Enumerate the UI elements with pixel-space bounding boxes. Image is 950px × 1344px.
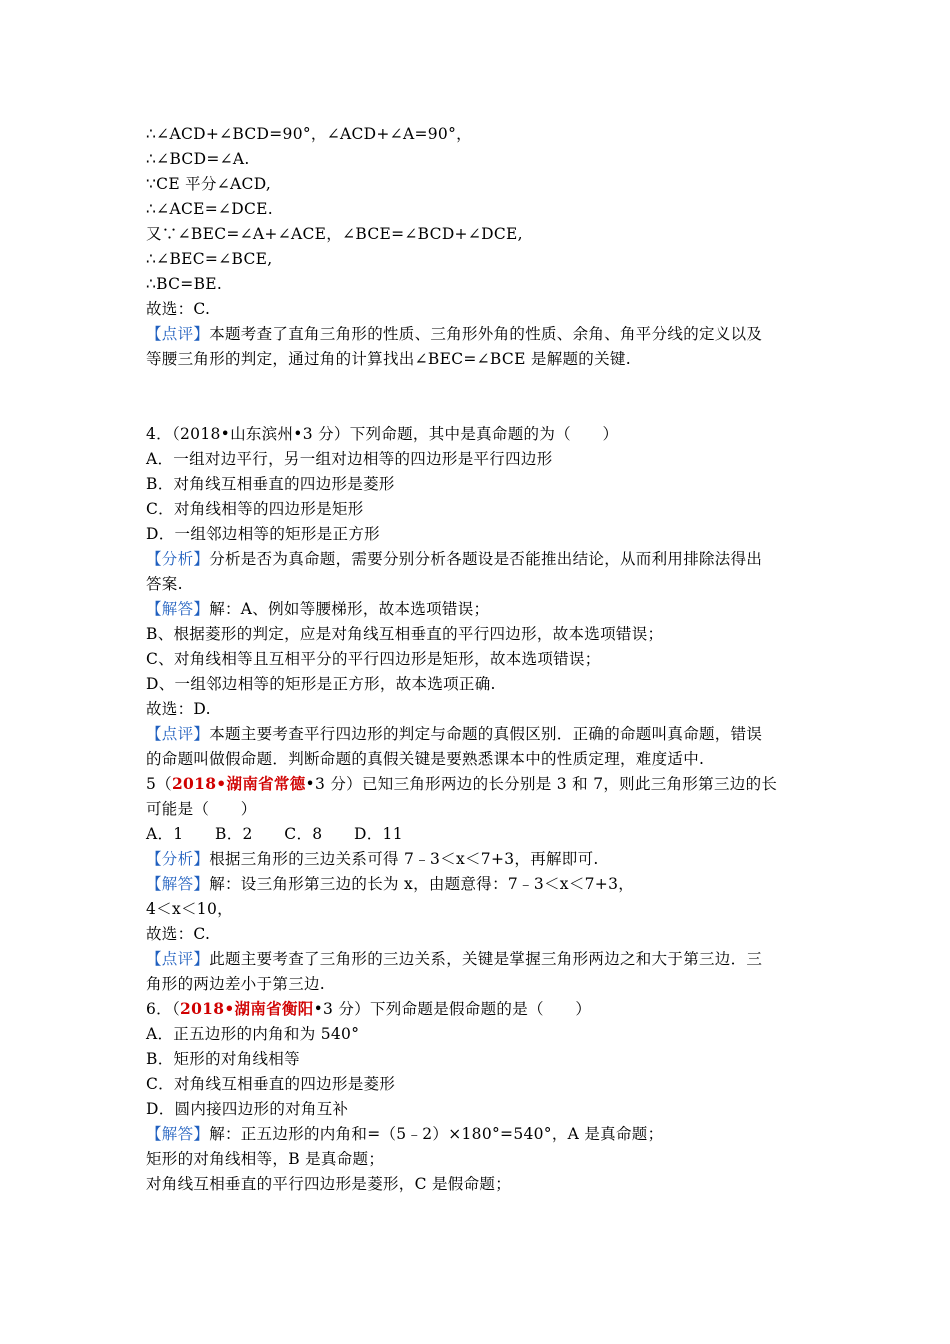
answer-line: 【解答】解：A、例如等腰梯形，故本选项错误； [146,600,490,618]
answer-tag: 【解答】 [146,875,210,893]
text-line: 故选：C. [146,925,211,943]
analysis-line: 【分析】根据三角形的三边关系可得 7﹣3＜x＜7+3，再解即可. [146,850,599,868]
question-title: 6．（2018•湖南省衡阳•3 分）下列命题是假命题的是（ ） [146,999,592,1018]
text-line: 又∵∠BEC=∠A+∠ACE，∠BCE=∠BCD+∠DCE, [146,225,523,243]
option-d: D．一组邻边相等的矩形是正方形 [146,525,380,543]
text-line: ∴BC=BE. [146,275,223,293]
text-line: 答案. [146,575,183,593]
text-line: ∵CE 平分∠ACD, [146,175,272,193]
question-title: 5（2018•湖南省常德•3 分）已知三角形两边的长分别是 3 和 7，则此三角形第三边的长 [146,774,778,793]
option-c: C．对角线互相垂直的四边形是菱形 [146,1075,396,1093]
text-line: ∴∠ACE=∠DCE. [146,200,274,218]
comment-tag: 【点评】 [146,325,210,343]
option-c: C．对角线相等的四边形是矩形 [146,500,364,518]
text-line: C、对角线相等且互相平分的平行四边形是矩形，故本选项错误； [146,650,601,668]
option-d: D．圆内接四边形的对角互补 [146,1100,349,1118]
text-line: 角形的两边差小于第三边. [146,975,326,993]
source-highlight: 2018•湖南省常德 [171,774,306,793]
question-title: 4．（2018•山东滨州•3 分）下列命题，其中是真命题的为（ ） [146,425,619,443]
comment-line: 【点评】本题考查了直角三角形的性质、三角形外角的性质、余角、角平分线的定义以及 [146,325,763,343]
option-b: B．对角线互相垂直的四边形是菱形 [146,475,395,493]
analysis-line: 【分析】分析是否为真命题，需要分别分析各题设是否能推出结论，从而利用排除法得出 [146,550,763,568]
answer-tag: 【解答】 [146,1125,210,1143]
analysis-tag: 【分析】 [146,550,210,568]
answer-line: 【解答】解：正五边形的内角和=（5﹣2）×180°=540°，A 是真命题； [146,1125,664,1143]
options-line: A．1 B．2 C．8 D．11 [146,825,403,843]
source-highlight: 2018•湖南省衡阳 [180,999,314,1018]
text-line: 故选：C. [146,300,211,318]
text-line: 的命题叫做假命题．判断命题的真假关键是要熟悉课本中的性质定理，难度适中. [146,750,705,768]
text-line: B、根据菱形的判定，应是对角线互相垂直的平行四边形，故本选项错误； [146,625,664,643]
option-a: A．正五边形的内角和为 540° [146,1025,360,1043]
text-line: 矩形的对角线相等，B 是真命题； [146,1150,385,1168]
text-line: 等腰三角形的判定，通过角的计算找出∠BEC=∠BCE 是解题的关键. [146,350,631,368]
comment-line: 【点评】本题主要考查平行四边形的判定与命题的真假区别．正确的命题叫真命题，错误 [146,725,763,743]
text-line: D、一组邻边相等的矩形是正方形，故本选项正确. [146,675,496,693]
text-line: ∴∠BEC=∠BCE, [146,250,273,268]
text-line: ∴∠ACD+∠BCD=90°，∠ACD+∠A=90°， [146,125,472,143]
comment-line: 【点评】此题主要考查了三角形的三边关系，关键是掌握三角形两边之和大于第三边．三 [146,950,763,968]
comment-tag: 【点评】 [146,725,210,743]
comment-tag: 【点评】 [146,950,210,968]
option-a: A．一组对边平行，另一组对边相等的四边形是平行四边形 [146,450,553,468]
answer-line: 【解答】解：设三角形第三边的长为 x，由题意得：7﹣3＜x＜7+3， [146,875,635,893]
answer-tag: 【解答】 [146,600,210,618]
text-line: ∴∠BCD=∠A. [146,150,250,168]
text-line: 4＜x＜10， [146,900,233,918]
text-line: 对角线互相垂直的平行四边形是菱形，C 是假命题； [146,1175,511,1193]
text-line: 故选：D. [146,700,211,718]
option-b: B．矩形的对角线相等 [146,1050,300,1068]
text-line: 可能是（ ） [146,800,257,818]
analysis-tag: 【分析】 [146,850,210,868]
